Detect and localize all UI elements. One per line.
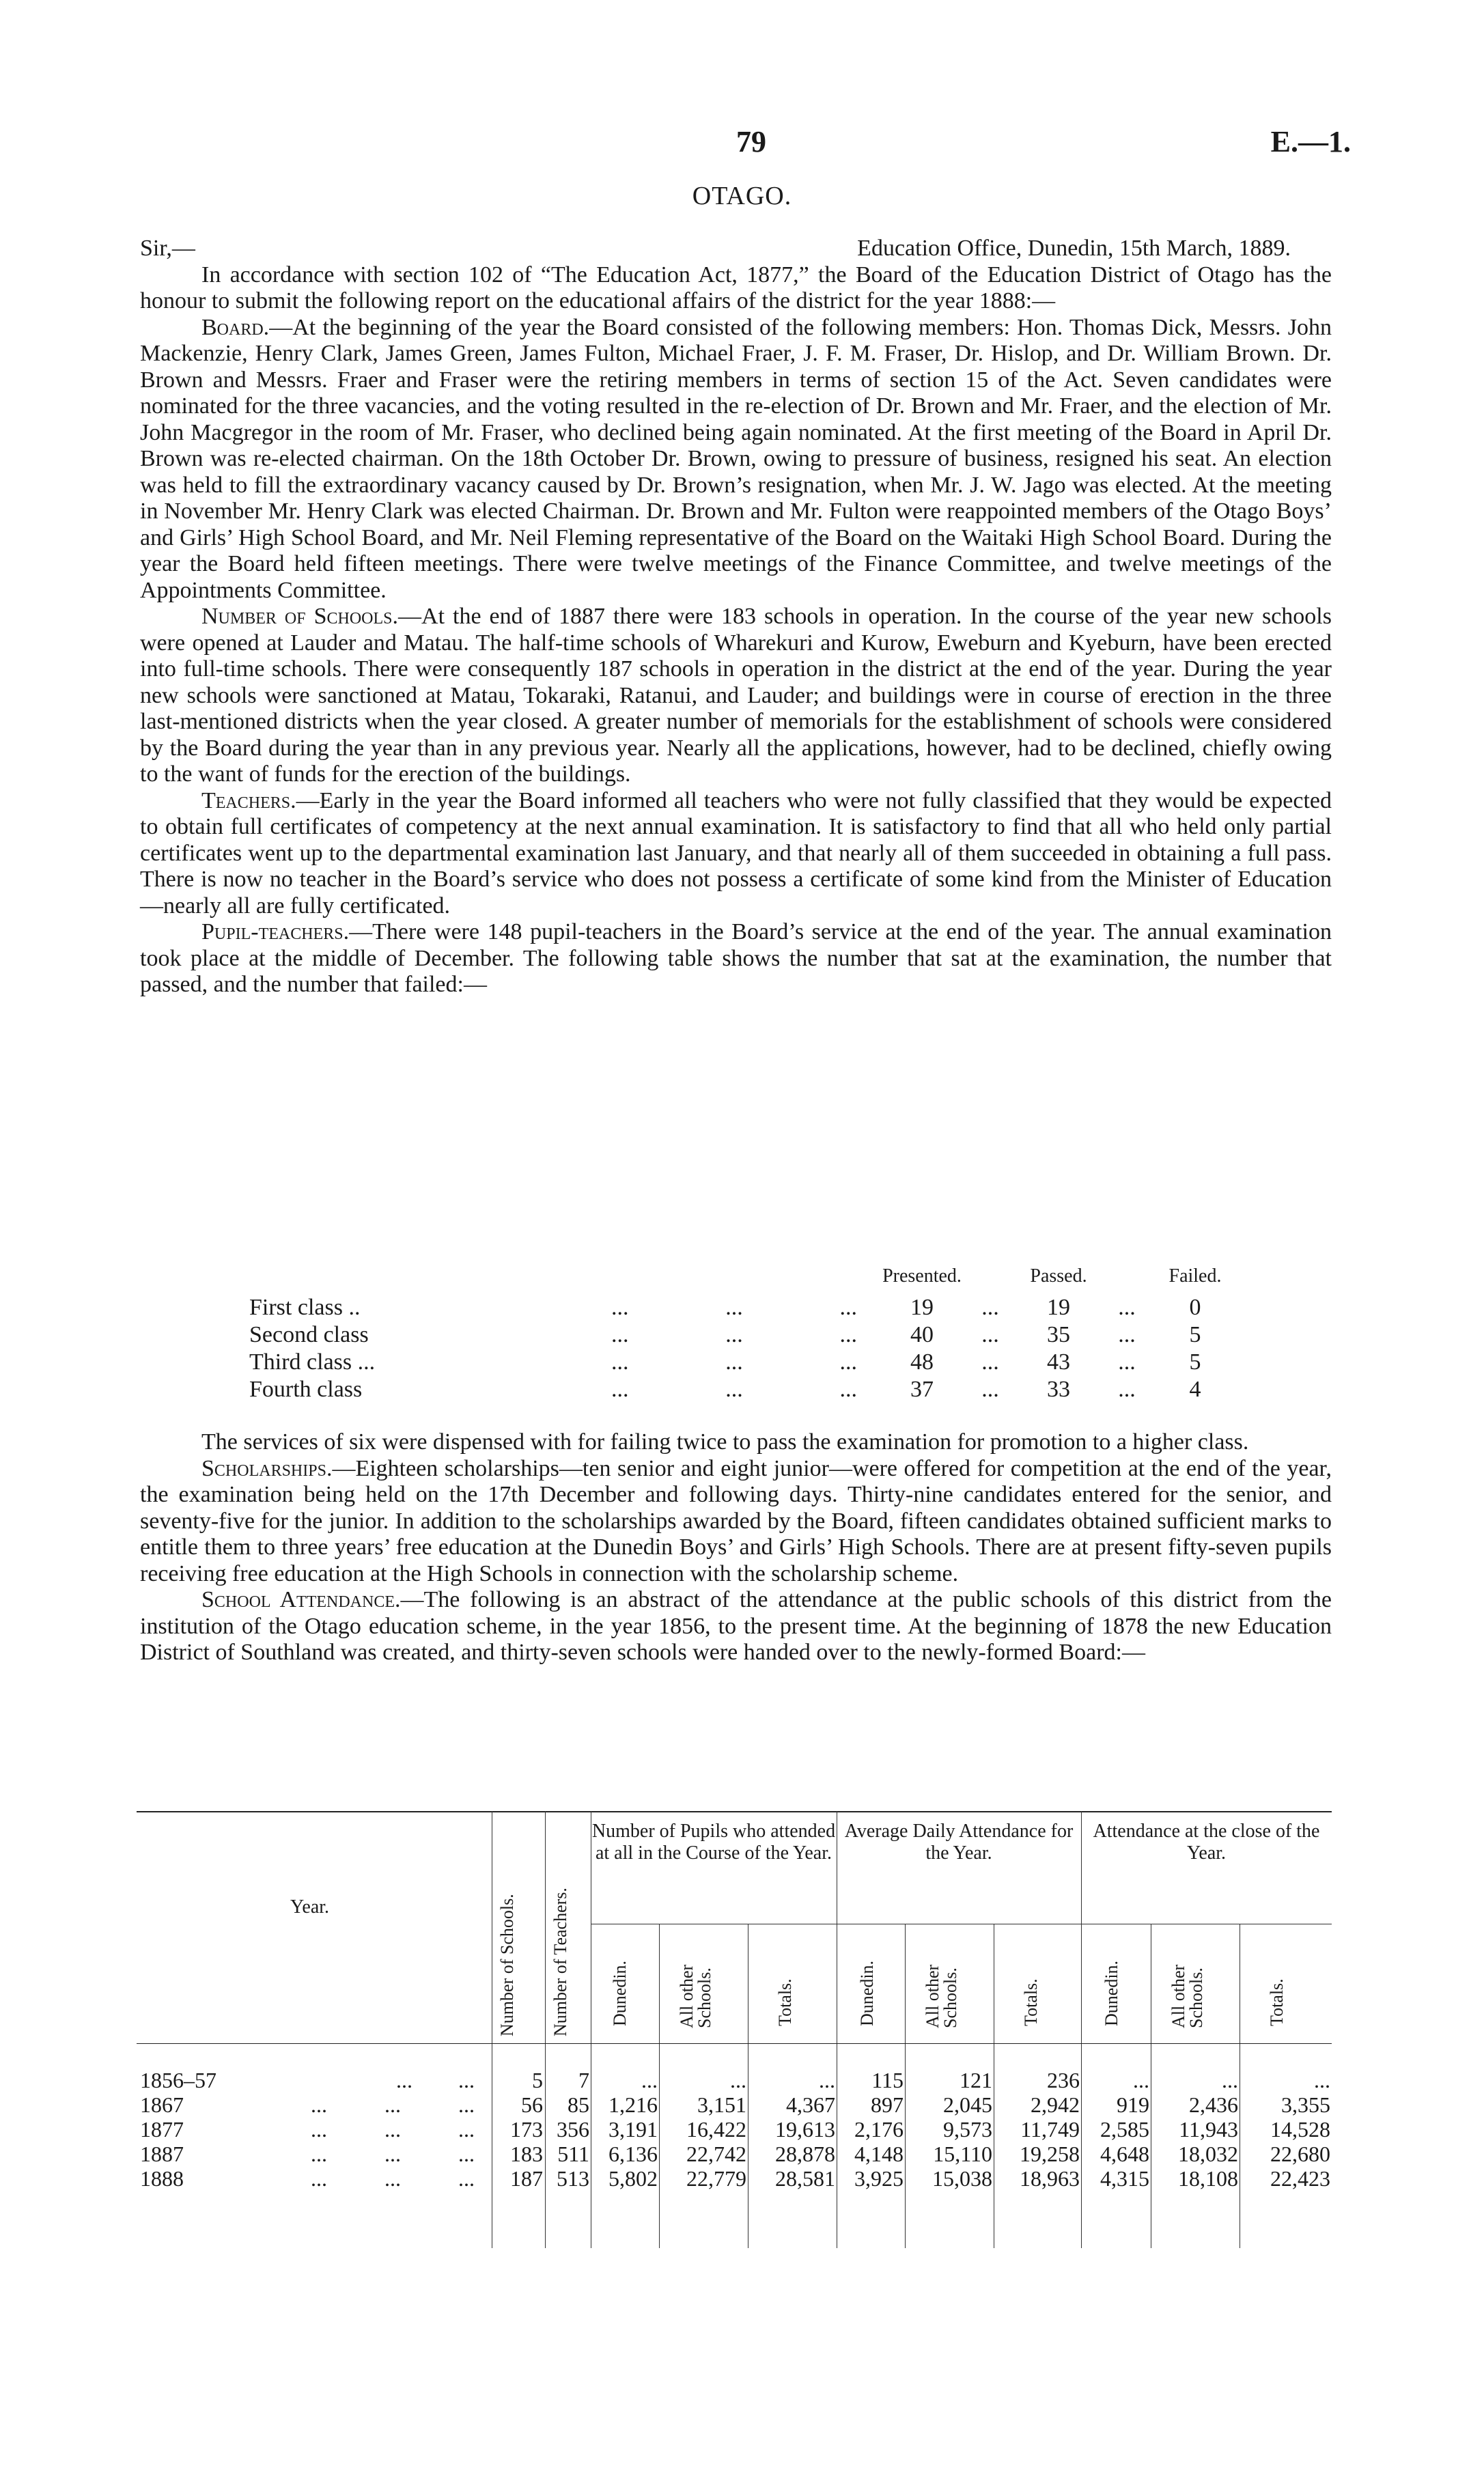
- section-text: —Eighteen scholarships—ten senior and eight junior—were offered for competition at the end of the year, the examination being held on the 17th December and following days. Thirty-nine candidates entered for the senior, and seventy-five for the junior. In addition to the scholarships awarded by the Board, fifteen candidates obtained sufficient marks to entitle them to three years’ free education at the Dunedin Boys’ and Girls’ High Schools. There are at present fifty-seven pupils receiving free education at the High Schools in connection with the scholarship scheme.: [140, 1455, 1332, 1586]
- pt-failed: 4: [1189, 1377, 1201, 1402]
- pt-row: Fourth class ... ... ... 37 ... 33 ... 4: [249, 1376, 1287, 1403]
- table-cell: 85: [568, 2092, 589, 2117]
- row-year: 1867: [140, 2092, 184, 2117]
- table-cell: 115: [871, 2068, 904, 2092]
- table-cell: 187: [510, 2166, 543, 2191]
- table-header-rule: [137, 2043, 1332, 2044]
- table-row: [137, 2068, 1332, 2092]
- table-cell: 919: [1117, 2092, 1149, 2117]
- table-cell: 6,136: [608, 2142, 658, 2166]
- table-cell: 3,151: [697, 2092, 746, 2117]
- table-cell: 9,573: [943, 2117, 992, 2142]
- col-number-of-schools: Number of Schools.: [497, 1894, 517, 2036]
- table-cell: 4,648: [1100, 2142, 1149, 2166]
- table-cell: 173: [510, 2117, 543, 2142]
- pt-header-failed: Failed.: [1168, 1265, 1222, 1287]
- table-cell: 3,925: [854, 2166, 904, 2191]
- pt-row: Second class ... ... ... 40 ... 35 ... 5: [249, 1321, 1287, 1349]
- table-cell: 4,367: [786, 2092, 835, 2117]
- section-text: —At the end of 1887 there were 183 schools in operation. In the course of the year new schools were opened at Lauder and Matau. The half-time schools of Wharekuri and Kurow, Eweburn and Kyeburn, have been erected into full-time schools. There were consequently 187 schools in operation in the district at the end of the year. During the year new schools were sanctioned at Matau, Tokaraki, Ratanui, and Lauder; and buildings were in course of erection in the three last-mentioned districts when the year closed. A greater number of memorials for the establishment of schools were considered by the Board during the year than in any previous year. Nearly all the applications, however, had to be declined, chiefly owing to the want of funds for the erection of the buildings.: [140, 604, 1332, 787]
- table-cell: 15,038: [932, 2166, 992, 2191]
- table-row: [137, 2117, 1332, 2142]
- table-cell: 22,779: [686, 2166, 746, 2191]
- section-heading: School Attendance.: [201, 1587, 401, 1612]
- table-cell: 2,176: [854, 2117, 904, 2142]
- leader-dots: ... ... ...: [611, 1377, 857, 1402]
- table-cell: 236: [1047, 2068, 1080, 2092]
- section-teachers: [140, 788, 1332, 920]
- table-cell: 28,878: [775, 2142, 835, 2166]
- pt-header-row: [249, 1265, 1287, 1294]
- intro-paragraph: In accordance with section 102 of “The Education Act, 1877,” the Board of the Education District of Otago has the honour to submit the following report on the educational affairs of the district for the year 1888:—: [140, 262, 1332, 313]
- table-cell: 2,045: [943, 2092, 992, 2117]
- table-cell: ...: [730, 2068, 746, 2092]
- leader-dots: ... ... ...: [311, 2166, 475, 2191]
- sub-totals: Totals.: [775, 1978, 795, 2026]
- row-year: 1888: [140, 2166, 184, 2191]
- table-cell: ...: [641, 2068, 658, 2092]
- table-cell: 22,423: [1270, 2166, 1330, 2191]
- section-text: —The following is an abstract of the attendance at the public schools of this district from the institution of the Otago education scheme, in the year 1856, to the present time. At the beginning of 1878 the new Education District of Southland was created, and thirty-seven schools were handed over to the newly-formed Board:—: [140, 1587, 1332, 1665]
- table-cell: 511: [557, 2142, 589, 2166]
- row-year: 1856–57: [140, 2068, 216, 2092]
- section-text: —Early in the year the Board informed all teachers who were not fully classified that they would be expected to obtain full certificates of competency at the next annual examination. It is satisfactory to find that all who held only partial certificates went up to the departmental examination last January, and that nearly all of them succeeded in obtaining a full pass. There is now no teacher in the Board’s service who does not possess a certificate of some kind from the Minister of Education—nearly all are fully certificated.: [140, 787, 1332, 919]
- table-cell: 28,581: [775, 2166, 835, 2191]
- table-cell: 5,802: [608, 2166, 658, 2191]
- table-cell: 18,108: [1178, 2166, 1238, 2191]
- table-cell: 11,943: [1179, 2117, 1238, 2142]
- leader-dots: ... ... ...: [311, 2142, 475, 2166]
- table-cell: 18,032: [1178, 2142, 1238, 2166]
- leader-dots: ... ... ...: [611, 1349, 857, 1375]
- section-number-of-schools: [140, 604, 1332, 788]
- pt-passed: 33: [1047, 1377, 1070, 1402]
- table-cell: 18,963: [1020, 2166, 1080, 2191]
- table-cell: 11,749: [1020, 2117, 1080, 2142]
- section-heading: Number of Schools.: [201, 604, 399, 629]
- year-column-header: Year.: [290, 1896, 330, 1918]
- table-cell: 22,742: [686, 2142, 746, 2166]
- group-pupils-attended: Number of Pupils who attended at all in the Course of the Year.: [591, 1821, 836, 1864]
- salutation: Sir,—: [140, 236, 195, 261]
- sub-dunedin: Dunedin.: [1102, 1960, 1121, 2026]
- pt-failed: 5: [1189, 1322, 1201, 1347]
- section-school-attendance: [140, 1587, 1332, 1666]
- section-pupil-teachers: [140, 919, 1332, 998]
- pt-failed: 0: [1189, 1295, 1201, 1320]
- table-top-rule: [137, 1811, 1332, 1812]
- pt-row: Third class ... ... ... ... 48 ... 43 ... 5: [249, 1349, 1287, 1376]
- attendance-table: [137, 1811, 1332, 2234]
- dateline: Education Office, Dunedin, 15th March, 1889.: [857, 236, 1291, 261]
- pt-header-presented: Presented.: [882, 1265, 962, 1287]
- pt-row: First class .. ... ... ... 19 ... 19 ... 0: [249, 1294, 1287, 1321]
- table-cell: 513: [557, 2166, 589, 2191]
- pt-class-label: Third class ...: [249, 1349, 376, 1375]
- table-cell: 19,613: [775, 2117, 835, 2142]
- after-table-paragraph: The services of six were dispensed with for failing twice to pass the examination for promotion to a higher class.: [201, 1429, 1249, 1455]
- table-cell: 4,315: [1100, 2166, 1149, 2191]
- pt-class-label: First class ..: [249, 1295, 361, 1320]
- table-cell: 7: [578, 2068, 589, 2092]
- section-text: —At the beginning of the year the Board consisted of the following members: Hon. Thomas Dick, Messrs. John Mackenzie, Henry Clark, James Green, James Fulton, Michael Fraer, J. F. M. Fraser, Dr. Hislop, and Dr. William Brown. Dr. Brown and Messrs. Fraer and Fraser were the retiring members in terms of section 15 of the Act. Seven candidates were nominated for the three vacancies, and the voting resulted in the re-election of Dr. Brown and Mr. Fraer, and the election of Mr. John Macgregor in the room of Mr. Fraser, who declined being again nominated. At the first meeting of the Board in April Dr. Brown was re-elected chairman. On the 18th October Dr. Brown, owing to pressure of business, resigned his seat. An election was held to fill the extraordinary vacancy caused by Dr. Brown’s resignation, when Mr. J. W. Jago was elected. At the meeting in November Mr. Henry Clark was elected Chairman. Dr. Brown and Mr. Fulton were reappointed members of the Otago Boys’ and Girls’ High School Board, and Mr. Neil Fleming representative of the Board on the Waitaki High School Board. During the year the Board held fifteen meetings. There were twelve meetings of the Finance Committee, and twelve meetings of the Appointments Committee.: [140, 314, 1332, 603]
- pt-presented: 19: [910, 1295, 934, 1320]
- section-board: [140, 315, 1332, 604]
- table-cell: 56: [521, 2092, 543, 2117]
- sub-dunedin: Dunedin.: [610, 1960, 630, 2026]
- table-cell: ...: [1222, 2068, 1238, 2092]
- section-heading: Pupil-teachers.: [201, 919, 350, 944]
- table-cell: 22,680: [1270, 2142, 1330, 2166]
- table-cell: 121: [960, 2068, 992, 2092]
- table-cell: 3,355: [1281, 2092, 1330, 2117]
- row-year: 1887: [140, 2142, 184, 2166]
- section-heading: Scholarships.: [201, 1455, 333, 1481]
- section-heading: Teachers.: [201, 787, 296, 813]
- table-row: [137, 2166, 1332, 2191]
- report-body-continued: [140, 1429, 1332, 1666]
- report-title: OTAGO.: [692, 182, 792, 210]
- sub-totals: Totals.: [1267, 1978, 1287, 2026]
- section-text: —There were 148 pupil-teachers in the Board’s service at the end of the year. The annual examination took place at the middle of December. The following table shows the number that sat at the examination, the number that passed, and the number that failed:—: [140, 919, 1332, 997]
- table-cell: 2,436: [1189, 2092, 1238, 2117]
- salutation-row: [140, 236, 1332, 262]
- leader-dots: ... ...: [396, 2068, 475, 2092]
- leader-dots: ... ... ...: [611, 1322, 857, 1347]
- table-row: [137, 2142, 1332, 2166]
- sub-all-other-schools: All other Schools.: [677, 1964, 714, 2028]
- group-average-daily: Average Daily Attendance for the Year.: [844, 1821, 1074, 1864]
- group-close-of-year: Attendance at the close of the Year.: [1093, 1821, 1320, 1864]
- table-cell: 4,148: [854, 2142, 904, 2166]
- table-cell: 19,258: [1020, 2142, 1080, 2166]
- table-cell: 356: [557, 2117, 589, 2142]
- pt-presented: 37: [910, 1377, 934, 1402]
- section-scholarships: [140, 1456, 1332, 1588]
- table-cell: 2,942: [1031, 2092, 1080, 2117]
- sub-all-other-schools: All other Schools.: [923, 1964, 960, 2028]
- table-cell: ...: [1314, 2068, 1330, 2092]
- sub-all-other-schools: All other Schools.: [1168, 1964, 1206, 2028]
- pt-passed: 35: [1047, 1322, 1070, 1347]
- pt-class-label: Fourth class: [249, 1377, 363, 1402]
- sub-dunedin: Dunedin.: [857, 1960, 877, 2026]
- document-code: E.—1.: [1270, 125, 1351, 158]
- pupil-teacher-table: [249, 1265, 1287, 1403]
- pt-failed: 5: [1189, 1349, 1201, 1375]
- table-cell: 16,422: [686, 2117, 746, 2142]
- leader-dots: ... ... ...: [311, 2092, 475, 2117]
- pt-header-passed: Passed.: [1030, 1265, 1087, 1287]
- table-cell: 15,110: [933, 2142, 992, 2166]
- table-cell: 14,528: [1270, 2117, 1330, 2142]
- col-number-of-teachers: Number of Teachers.: [550, 1888, 570, 2036]
- table-cell: 1,216: [608, 2092, 658, 2117]
- table-cell: 183: [510, 2142, 543, 2166]
- table-cell: 3,191: [608, 2117, 658, 2142]
- table-cell: 897: [871, 2092, 904, 2117]
- report-body: [140, 236, 1332, 998]
- pt-passed: 43: [1047, 1349, 1070, 1375]
- sub-totals: Totals.: [1021, 1978, 1041, 2026]
- pt-class-label: Second class: [249, 1322, 369, 1347]
- pt-presented: 40: [910, 1322, 934, 1347]
- leader-dots: ... ... ...: [611, 1295, 857, 1320]
- table-cell: ...: [819, 2068, 835, 2092]
- pt-presented: 48: [910, 1349, 934, 1375]
- pt-passed: 19: [1047, 1295, 1070, 1320]
- section-heading: Board.: [201, 314, 270, 340]
- table-cell: 5: [532, 2068, 543, 2092]
- table-cell: ...: [1133, 2068, 1149, 2092]
- row-year: 1877: [140, 2117, 184, 2142]
- table-cell: 2,585: [1100, 2117, 1149, 2142]
- table-row: [137, 2092, 1332, 2117]
- leader-dots: ... ... ...: [311, 2117, 475, 2142]
- page-number: 79: [736, 125, 766, 158]
